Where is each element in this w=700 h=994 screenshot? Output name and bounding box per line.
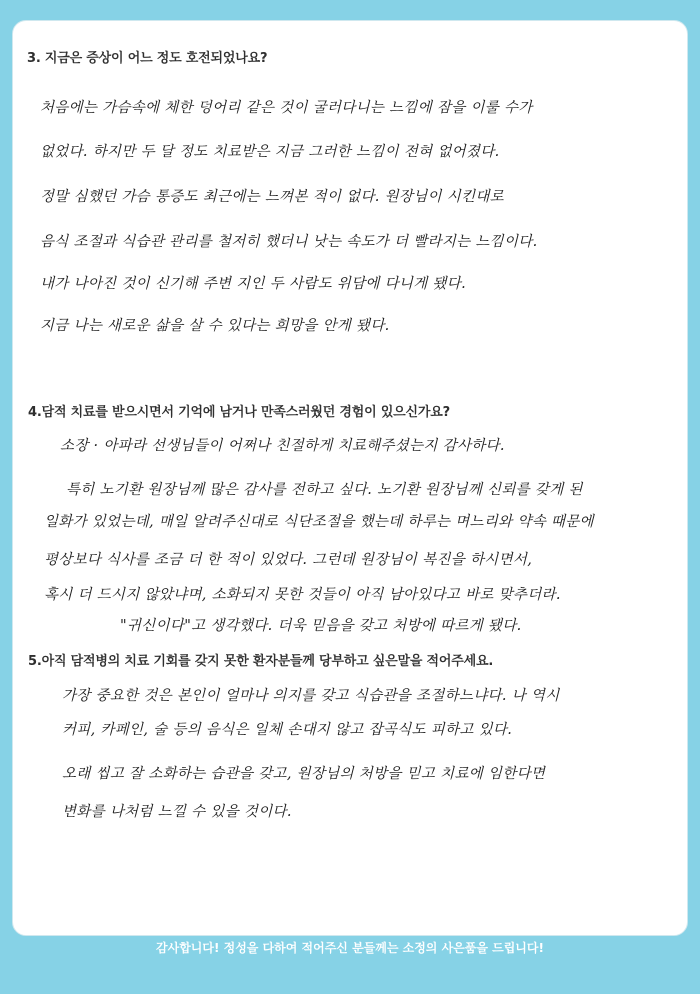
question-4-title: 4.담적 치료를 받으시면서 기억에 남거나 만족스러웠던 경험이 있으신가요?	[28, 405, 450, 420]
q4-answer-line-1: 소장 · 아파라 선생님들이 어쩌나 친절하게 치료해주셨는지 감사하다.	[60, 438, 505, 454]
q3-answer-line-4: 음식 조절과 식습관 관리를 철저히 했더니 낫는 속도가 더 빨라지는 느낌이다.	[40, 234, 538, 250]
q3-answer-line-2: 없었다. 하지만 두 달 정도 치료받은 지금 그러한 느낌이 전혀 없어졌다.	[40, 144, 500, 160]
q4-answer-line-2: 특히 노기환 원장님께 많은 감사를 전하고 싶다. 노기환 원장님께 신뢰를 갖게 된	[66, 482, 583, 498]
question-5-title: 5.아직 담적병의 치료 기회를 갖지 못한 환자분들께 당부하고 싶은말을 적어주세요.	[28, 654, 494, 669]
q3-answer-line-3: 정말 심했던 가슴 통증도 최근에는 느껴본 적이 없다. 원장님이 시킨대로	[40, 189, 504, 205]
q5-answer-line-4: 변화를 나처럼 느낄 수 있을 것이다.	[62, 804, 292, 820]
q4-answer-line-6: "귀신이다"고 생각했다. 더욱 믿음을 갖고 처방에 따르게 됐다.	[120, 618, 522, 634]
question-3-title: 3. 지금은 증상이 어느 정도 호전되었나요?	[27, 51, 268, 66]
q3-answer-line-1: 처음에는 가슴속에 체한 덩어리 같은 것이 굴러다니는 느낌에 잠을 이룰 수가	[40, 100, 533, 116]
q5-answer-line-2: 커피, 카페인, 술 등의 음식은 일체 손대지 않고 잡곡식도 피하고 있다.	[62, 722, 513, 738]
q4-answer-line-3: 일화가 있었는데, 매일 알려주신대로 식단조절을 했는데 하루는 며느리와 약속 때문에	[44, 514, 594, 530]
footer-banner: 감사합니다! 정성을 다하여 적어주신 분들께는 소정의 사은품을 드립니다!	[156, 941, 544, 955]
q3-answer-line-5: 내가 나아진 것이 신기해 주변 지인 두 사람도 위담에 다니게 됐다.	[40, 276, 466, 292]
q5-answer-line-1: 가장 중요한 것은 본인이 얼마나 의지를 갖고 식습관을 조절하느냐다. 나 역시	[62, 688, 560, 704]
q4-answer-line-4: 평상보다 식사를 조금 더 한 적이 있었다. 그런데 원장님이 복진을 하시면서,	[44, 552, 533, 568]
q5-answer-line-3: 오래 씹고 잘 소화하는 습관을 갖고, 원장님의 처방을 믿고 치료에 임한다면	[62, 766, 546, 782]
q3-answer-line-6: 지금 나는 새로운 삶을 살 수 있다는 희망을 안게 됐다.	[40, 318, 390, 334]
q4-answer-line-5: 혹시 더 드시지 않았냐며, 소화되지 못한 것들이 아직 남아있다고 바로 맞추더라.	[44, 587, 561, 603]
